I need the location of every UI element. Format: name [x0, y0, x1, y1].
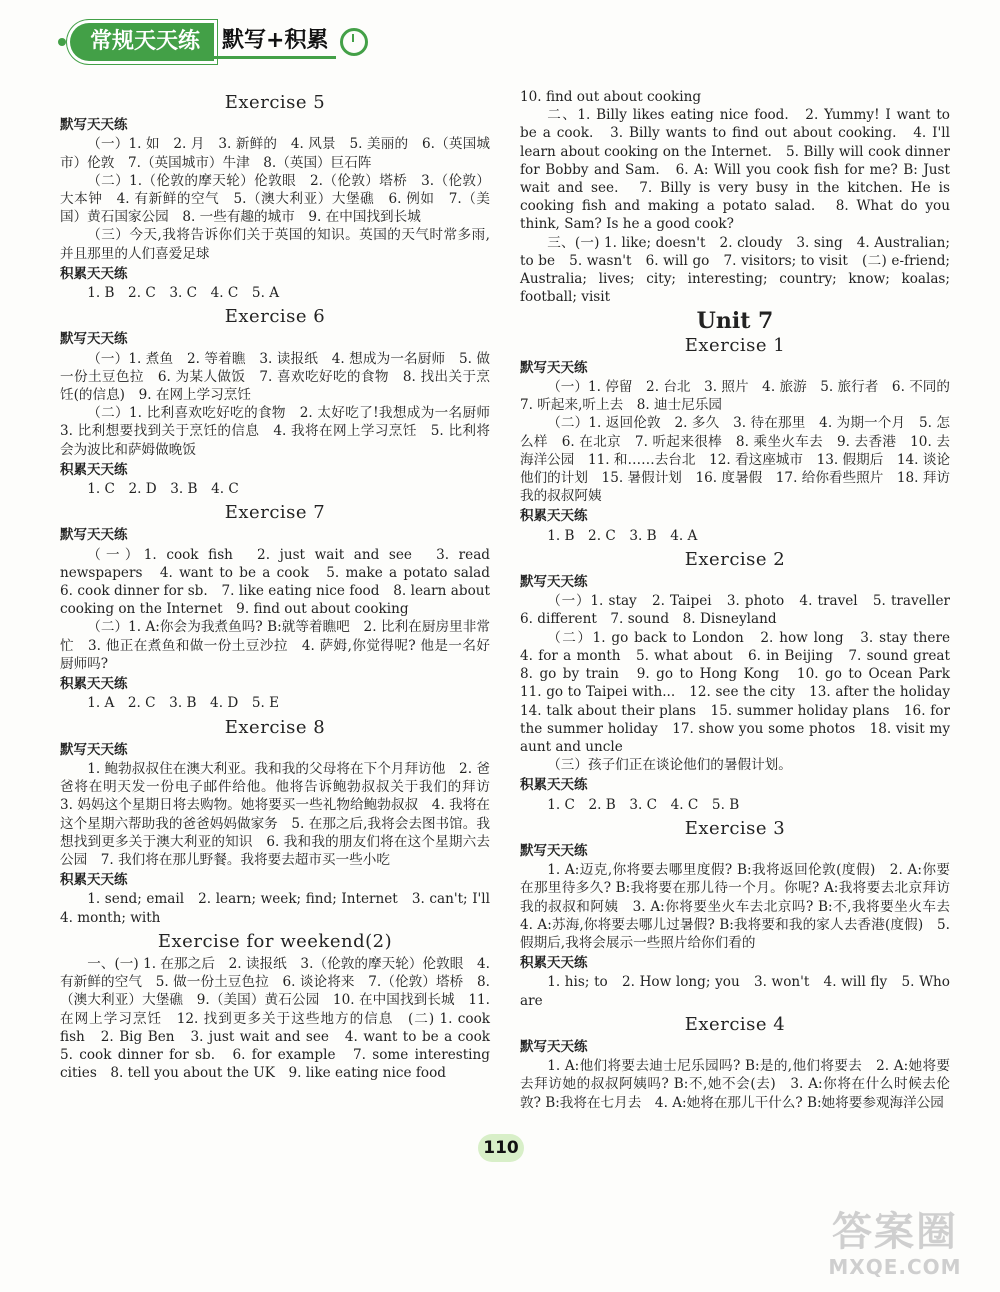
answer-paragraph: 1. B 2. C 3. C 4. C 5. A	[87, 285, 280, 302]
exercise-title: Exercise 8	[224, 716, 326, 738]
section-label: 积累天天练	[520, 955, 588, 972]
section-label: 积累天天练	[60, 265, 128, 282]
answer-paragraph: 1. send; email 2. learn; week; find; Internet 3. can't; I'll 4. month; with	[60, 891, 504, 926]
clock-icon	[340, 28, 368, 56]
answer-paragraph: 1. C 2. D 3. B 4. C	[87, 481, 239, 498]
section-label: 默写天天练	[60, 527, 128, 544]
answer-paragraph: 10. find out about cooking	[520, 89, 702, 105]
answer-paragraph: 二、1. Billy likes eating nice food. 2. Yummy! I want to be a cook. 3. Billy wants to find out about cooking. 4. I'll learn about cooking on the Internet. 5. Billy will cook dinner for Bobby and Sam. 6. A: Will you cook fish for me? B: Just wait and see. 7. Billy is very busy in the kitchen. He is cooking fish and making a potato salad. 8. What do you think, Sam? Is he a good cook?	[520, 107, 950, 233]
answer-paragraph: 一、(一) 1. 在那之后 2. 读报纸 3.（伦敦的摩天轮）伦敦眼 4. 有新鲜的空气 5. 做一份土豆色拉 6. 谈论将来 7.（伦敦）塔桥 8.（澳大利亚）大堡礁 9.（美国）黄石公园 10. 在中国找到长城 11. 在网上学习烹饪 12. 找到更多关于这些地方的信息 (二) 1. cook fish 2. Big Ben 3. just wait and see 4. want to be a cook 5. cook dinner for sb. 6. for example 7. some interesting cities 8. tell you about the UK 9. like eating nice food	[60, 955, 504, 1082]
answer-paragraph: 1. B 2. C 3. B 4. A	[547, 527, 698, 544]
answer-paragraph: （三）孩子们正在谈论他们的暑假计划。	[547, 757, 792, 774]
answer-paragraph: （一）1. 煮鱼 2. 等着瞧 3. 读报纸 4. 想成为一名厨师 5. 做一份土豆色拉 6. 为某人做饭 7. 喜欢吃好吃的食物 8. 找出关于烹饪(的信息) 9. 在网上学习烹饪	[60, 350, 490, 404]
brand-subtitle: 默写+积累	[214, 26, 336, 59]
answer-paragraph: （二）1.（伦敦的摩天轮）伦敦眼 2.（伦敦）塔桥 3.（伦敦）大本钟 4. 有新鲜的空气 5.（澳大利亚）大堡礁 6. 例如 7.（美国）黄石国家公园 8. 一些有趣的城市 9. 在中国找到长城	[60, 172, 490, 226]
brand-dot-icon	[58, 38, 66, 46]
answer-paragraph: （二）1. 比利喜欢吃好吃的食物 2. 太好吃了!我想成为一名厨师 3. 比利想要找到关于烹饪的信息 4. 我将在网上学习烹饪 5. 比利将会为波比和萨姆做晚饭	[60, 405, 504, 458]
answer-paragraph: （一）1. 如 2. 月 3. 新鲜的 4. 风景 5. 美丽的 6.（英国城市）伦敦 7.（英国城市）牛津 8.（英国）巨石阵	[60, 136, 490, 171]
section-label: 积累天天练	[520, 508, 588, 525]
answer-paragraph: （一）1. cook fish 2. just wait and see 3. read newspapers 4. want to be a cook 5. make a potato salad 6. cook dinner for sb. 7. like eating nice food 8. learn about cooking on the Internet 9. find out about cooking	[60, 546, 504, 618]
answer-paragraph: （二）1. 返回伦敦 2. 多久 3. 待在那里 4. 为期一个月 5. 怎么样 6. 在北京 7. 听起来很棒 8. 乘坐火车去 9. 去香港 10. 去海洋公园 11. 和……去台北 12. 看这座城市 13. 假期后 14. 谈论他们的计划 15. 暑假计划 16. 度暑假 17. 给你看些照片 18. 拜访我的叔叔阿姨	[520, 415, 951, 505]
answer-paragraph: 1. C 2. B 3. C 4. C 5. B	[547, 796, 740, 813]
left-column	[60, 88, 504, 1082]
answer-paragraph: （二）1. go back to London 2. how long 3. stay there 4. for a month 5. what about 6. in Beijing 7. sound great 8. go by train 9. go to Hong Kong 10. go to Ocean Park 11. go to Taipei with... 12. see the city 13. after the holiday 14. talk about their plans 15. summer holiday plans 16. for the summer holiday 17. show you some photos 18. visit my aunt and uncle	[520, 629, 964, 755]
answer-paragraph: 三、(一) 1. like; doesn't 2. cloudy 3. sing 4. Australian; to be 5. wasn't 6. will go 7. visitors; to visit (二) e-friend; Australia; lives; city; interesting; country; know; koalas; football; visit	[520, 234, 950, 306]
exercise-title: Exercise 1	[684, 334, 786, 356]
section-label: 积累天天练	[60, 676, 128, 693]
exercise-title: Exercise 7	[224, 502, 326, 524]
answer-paragraph: 1. A:他们将要去迪士尼乐园吗? B:是的,他们将要去 2. A:她将要去拜访她的叔叔阿姨吗? B:不,她不会(去) 3. A:你将在什么时候去伦敦? B:我将在七月去 4. A:她将在那儿干什么? B:她将要参观海洋公园	[520, 1058, 950, 1111]
answer-paragraph: （二）1. A:你会为我煮鱼吗? B:就等着瞧吧 2. 比利在厨房里非常忙 3. 他正在煮鱼和做一份土豆沙拉 4. 萨姆,你觉得呢? 他是一名好厨师吗?	[60, 619, 490, 672]
right-column	[520, 88, 964, 1112]
watermark-logo	[804, 1208, 986, 1282]
watermark-en: MXQE.COM	[828, 1255, 962, 1279]
section-label: 默写天天练	[520, 359, 588, 376]
section-label: 默写天天练	[520, 1038, 588, 1055]
exercise-title: Exercise for weekend(2)	[157, 930, 393, 952]
answer-paragraph: （一）1. stay 2. Taipei 3. photo 4. travel 5. traveller 6. different 7. sound 8. Disneyland	[520, 593, 964, 628]
brand-banner	[58, 20, 388, 64]
answer-paragraph: 1. A:迈克,你将要去哪里度假? B:我将返回伦敦(度假) 2. A:你要在那里待多久? B:我将要在那儿待一个月。你呢? A:我将要去北京拜访我的叔叔和阿姨 3. A:你将要坐火车去北京吗? B:不,我将要坐火车去 4. A:苏海,你将要去哪儿过暑假? B:我将要和我的家人去香港(度假) 5. 假期后,我将会展示一些照片给你们看的	[520, 862, 964, 951]
unit-title: Unit 7	[696, 308, 774, 335]
exercise-title: Exercise 6	[224, 306, 326, 328]
brand-main-title: 常规天天练	[70, 23, 214, 61]
section-label: 默写天天练	[60, 741, 128, 758]
answer-paragraph: （三）今天,我将告诉你们关于英国的知识。英国的天气时常多雨,并且那里的人们喜爱足球	[60, 227, 490, 262]
section-label: 默写天天练	[60, 331, 128, 348]
section-label: 积累天天练	[520, 777, 588, 794]
watermark-cn: 答案圈	[832, 1209, 958, 1255]
exercise-title: Exercise 4	[684, 1013, 786, 1035]
exercise-title: Exercise 5	[224, 92, 326, 113]
section-label: 默写天天练	[520, 842, 588, 859]
section-label: 默写天天练	[520, 574, 588, 591]
answer-paragraph: 1. 鲍勃叔叔住在澳大利亚。我和我的父母将在下个月拜访他 2. 爸爸将在明天发一份电子邮件给他。他将告诉鲍勃叔叔关于我们的拜访 3. 妈妈这个星期日将去购物。她将要买一些礼物给鲍勃叔叔 4. 我将在这个星期六帮助我的爸爸妈妈做家务 5. 在那之后,我将会去图书馆。我想找到更多关于澳大利亚的知识 6. 我和我的朋友们将在这个星期六去公园 7. 我们将在那儿野餐。我将要去超市买一些小吃	[60, 760, 504, 868]
exercise-title: Exercise 3	[684, 817, 786, 839]
section-label: 积累天天练	[60, 461, 128, 478]
section-label: 积累天天练	[60, 872, 128, 889]
section-label: 默写天天练	[60, 117, 128, 134]
answer-paragraph: 1. A 2. C 3. B 4. D 5. E	[87, 695, 280, 712]
exercise-title: Exercise 2	[684, 548, 786, 570]
page-number: 110	[478, 1134, 524, 1162]
answer-paragraph: （一）1. 停留 2. 台北 3. 照片 4. 旅游 5. 旅行者 6. 不同的 7. 听起来,听上去 8. 迪士尼乐园	[520, 379, 964, 414]
answer-paragraph: 1. his; to 2. How long; you 3. won't 4. will fly 5. Who are	[520, 974, 950, 1009]
